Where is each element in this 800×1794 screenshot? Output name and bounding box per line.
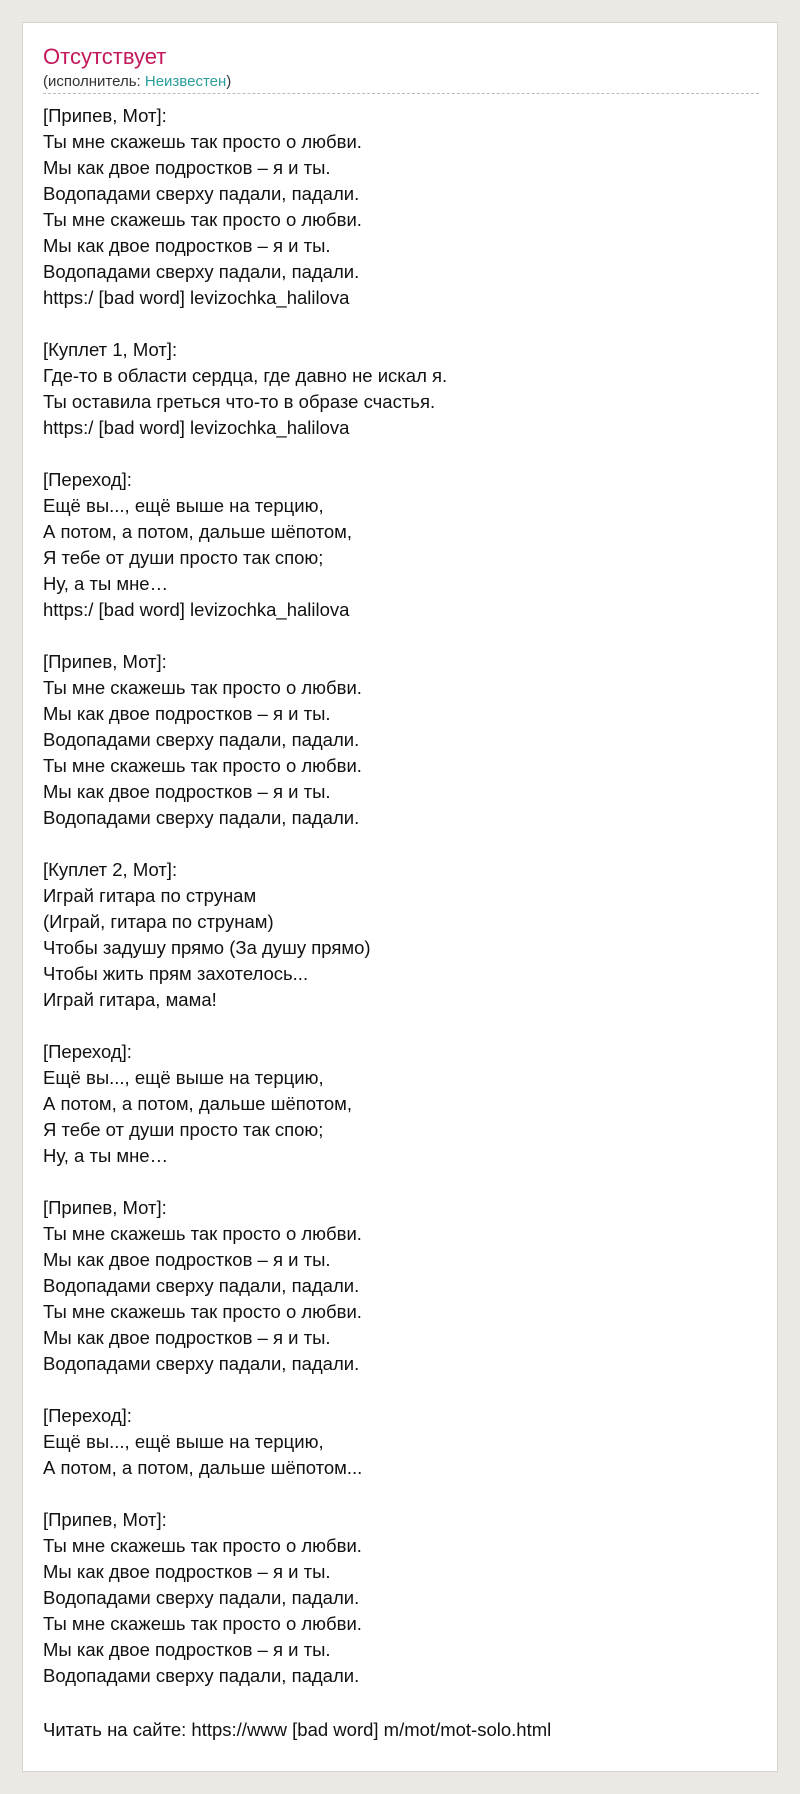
lyric-line: Мы как двое подростков – я и ты.	[43, 781, 331, 802]
performer-link[interactable]: Неизвестен	[144, 73, 227, 90]
lyric-line: Ещё вы..., ещё выше на терцию,	[43, 1067, 324, 1088]
stanza	[43, 467, 759, 623]
lyric-line: Ну, а ты мне…	[43, 573, 169, 594]
section-heading: [Переход]:	[43, 1405, 132, 1426]
lyric-line: Играй гитара по струнам	[43, 885, 257, 906]
lyric-line: Ты мне скажешь так просто о любви.	[43, 1613, 362, 1634]
lyric-line: Играй гитара, мама!	[43, 989, 217, 1010]
stanza	[43, 1403, 759, 1481]
lyric-line: Водопадами сверху падали, падали.	[43, 807, 360, 828]
lyric-line: Ты мне скажешь так просто о любви.	[43, 1301, 362, 1322]
lyric-line: Мы как двое подростков – я и ты.	[43, 1561, 331, 1582]
lyric-line: Мы как двое подростков – я и ты.	[43, 1249, 331, 1270]
lyric-line: Мы как двое подростков – я и ты.	[43, 703, 331, 724]
stanza	[43, 649, 759, 831]
lyric-line: https:/ [bad word] levizochka_halilova	[43, 417, 350, 438]
lyric-line: https:/ [bad word] levizochka_halilova	[43, 599, 350, 620]
section-heading: [Куплет 1, Мот]:	[43, 339, 178, 360]
lyric-line: Водопадами сверху падали, падали.	[43, 1353, 360, 1374]
section-heading: [Переход]:	[43, 1041, 132, 1062]
lyric-line: А потом, а потом, дальше шёпотом...	[43, 1457, 363, 1478]
section-heading: [Переход]:	[43, 469, 132, 490]
lyric-line: Ты мне скажешь так просто о любви.	[43, 209, 362, 230]
performer-prefix: (исполнитель:	[43, 73, 145, 90]
lyric-line: Мы как двое подростков – я и ты.	[43, 157, 331, 178]
lyric-line: Ну, а ты мне…	[43, 1145, 169, 1166]
section-heading: [Припев, Мот]:	[43, 1197, 167, 1218]
song-title: Отсутствует	[43, 44, 167, 69]
section-heading: [Припев, Мот]:	[43, 105, 167, 126]
lyric-line: А потом, а потом, дальше шёпотом,	[43, 521, 353, 542]
lyric-line: Ты мне скажешь так просто о любви.	[43, 131, 362, 152]
lyric-line: Водопадами сверху падали, падали.	[43, 729, 360, 750]
lyric-line: Я тебе от души просто так спою;	[43, 1119, 324, 1140]
lyric-line: Водопадами сверху падали, падали.	[43, 261, 360, 282]
section-heading: [Припев, Мот]:	[43, 651, 167, 672]
performer-line	[43, 73, 231, 91]
lyric-line: Водопадами сверху падали, падали.	[43, 183, 360, 204]
stanza	[43, 103, 759, 311]
lyric-line: Где-то в области сердца, где давно не искал я.	[43, 365, 448, 386]
stanza	[43, 337, 759, 441]
lyrics-page	[22, 22, 778, 1772]
lyric-line: Ты мне скажешь так просто о любви.	[43, 755, 362, 776]
lyric-line: (Играй, гитара по струнам)	[43, 911, 274, 932]
stanza	[43, 1507, 759, 1689]
source-link[interactable]: Читать на сайте: https://www [bad word] m/mot/mot-solo.html	[43, 1719, 552, 1740]
section-heading: [Куплет 2, Мот]:	[43, 859, 178, 880]
lyric-line: https:/ [bad word] levizochka_halilova	[43, 287, 350, 308]
lyric-line: Водопадами сверху падали, падали.	[43, 1587, 360, 1608]
lyric-line: Ты мне скажешь так просто о любви.	[43, 1223, 362, 1244]
lyric-line: Ещё вы..., ещё выше на терцию,	[43, 495, 324, 516]
lyric-line: А потом, а потом, дальше шёпотом,	[43, 1093, 353, 1114]
lyric-line: Водопадами сверху падали, падали.	[43, 1275, 360, 1296]
lyric-line: Мы как двое подростков – я и ты.	[43, 1327, 331, 1348]
lyric-line: Я тебе от души просто так спою;	[43, 547, 324, 568]
lyric-line: Чтобы задушу прямо (За душу прямо)	[43, 937, 371, 958]
stanza	[43, 1195, 759, 1377]
lyric-line: Ты мне скажешь так просто о любви.	[43, 1535, 362, 1556]
lyric-line: Мы как двое подростков – я и ты.	[43, 1639, 331, 1660]
header-divider	[43, 93, 759, 94]
stanza	[43, 857, 759, 1013]
performer-suffix: )	[226, 73, 232, 90]
lyric-line: Мы как двое подростков – я и ты.	[43, 235, 331, 256]
stanza	[43, 1039, 759, 1169]
lyric-line: Водопадами сверху падали, падали.	[43, 1665, 360, 1686]
lyric-line: Ты оставила греться что-то в образе счастья.	[43, 391, 436, 412]
lyric-line: Ещё вы..., ещё выше на терцию,	[43, 1431, 324, 1452]
lyrics-body	[43, 103, 759, 1715]
lyric-line: Ты мне скажешь так просто о любви.	[43, 677, 362, 698]
section-heading: [Припев, Мот]:	[43, 1509, 167, 1530]
lyric-line: Чтобы жить прям захотелось...	[43, 963, 309, 984]
